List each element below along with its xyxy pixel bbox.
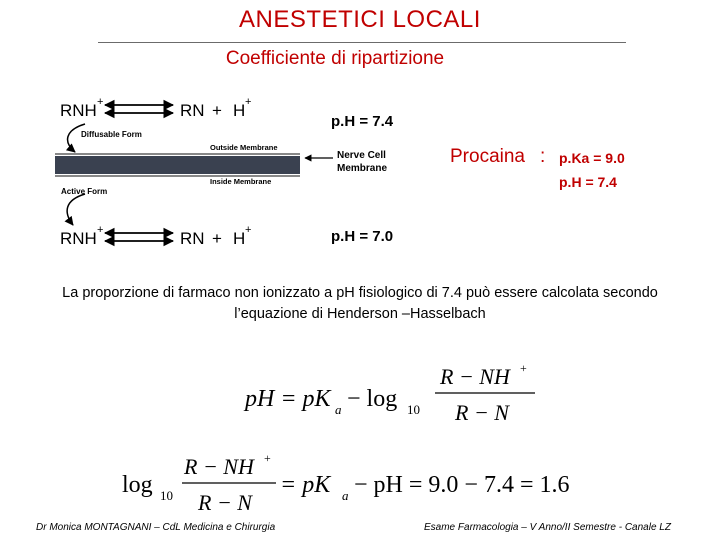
eq1-lhs-sub: a (335, 402, 342, 417)
slide-subtitle: Coefficiente di ripartizione (225, 48, 445, 69)
eq1-lhs: pH = pK (245, 386, 331, 412)
eq2-rhs: = pK (280, 472, 331, 498)
procaina-label: Procaina (450, 146, 525, 167)
ph-outside-label: p.H = 7.4 (331, 113, 394, 130)
nerve-label-1: Nerve Cell (337, 150, 386, 161)
procaina-colon: : (540, 146, 546, 167)
eq2-rest: − pH = 9.0 − 7.4 = 1.6 (354, 472, 570, 498)
outside-membrane-label: Outside Membrane (210, 143, 278, 152)
bottom-plus: + (212, 229, 222, 248)
eq2-log: log (122, 472, 153, 498)
bottom-rnh-charge: + (97, 224, 104, 236)
eq2-numerator: R − NH (184, 454, 254, 479)
footer-author: Dr Monica MONTAGNANI – CdL Medicina e Chirurgia (36, 522, 276, 533)
membrane-outer-edge (55, 153, 300, 155)
top-rnh: RNH (60, 101, 97, 120)
henderson-equation-1 (235, 360, 545, 430)
procaina-ph: p.H = 7.4 (559, 174, 617, 190)
bottom-h-charge: + (245, 224, 252, 236)
procaina-pka: p.Ka = 9.0 (559, 150, 625, 166)
eq2-numerator-sup: + (264, 451, 271, 465)
inside-membrane-label: Inside Membrane (210, 177, 272, 186)
eq1-minus-log: − log (347, 386, 398, 412)
eq2-denominator: R − N (198, 490, 252, 515)
eq2-rhs-sub: a (342, 488, 349, 503)
top-h: H (233, 101, 246, 120)
active-form-label: Active Form (61, 187, 108, 196)
top-plus: + (212, 101, 222, 120)
explanation-paragraph: La proporzione di farmaco non ionizzato a pH fisiologico di 7.4 può essere calcolata secondo l’equazione di Henderson –Hasselbach (62, 285, 658, 322)
eq1-denominator: R − N (455, 400, 509, 425)
nerve-label-2: Membrane (337, 163, 388, 174)
slide-title: ANESTETICI LOCALI (239, 6, 481, 33)
eq1-numerator: R − NH (440, 364, 510, 389)
top-h-charge: + (245, 96, 252, 108)
title-divider (98, 42, 626, 43)
top-rnh-charge: + (97, 96, 104, 108)
bottom-h: H (233, 229, 246, 248)
bottom-rn: RN (180, 229, 205, 248)
active-curve-arrow (67, 194, 85, 225)
bottom-rnh: RNH (60, 229, 97, 248)
henderson-equation-2 (118, 440, 608, 515)
diffusable-label: Diffusable Form (81, 130, 142, 139)
top-rn: RN (180, 101, 205, 120)
footer-course: Esame Farmacologia – V Anno/II Semestre - Canale LZ (424, 522, 671, 533)
eq2-log-sub: 10 (160, 488, 173, 503)
eq1-log-sub: 10 (407, 402, 420, 417)
ph-inside-label: p.H = 7.0 (331, 228, 394, 245)
membrane-band (55, 156, 300, 174)
eq1-numerator-sup: + (520, 361, 527, 375)
